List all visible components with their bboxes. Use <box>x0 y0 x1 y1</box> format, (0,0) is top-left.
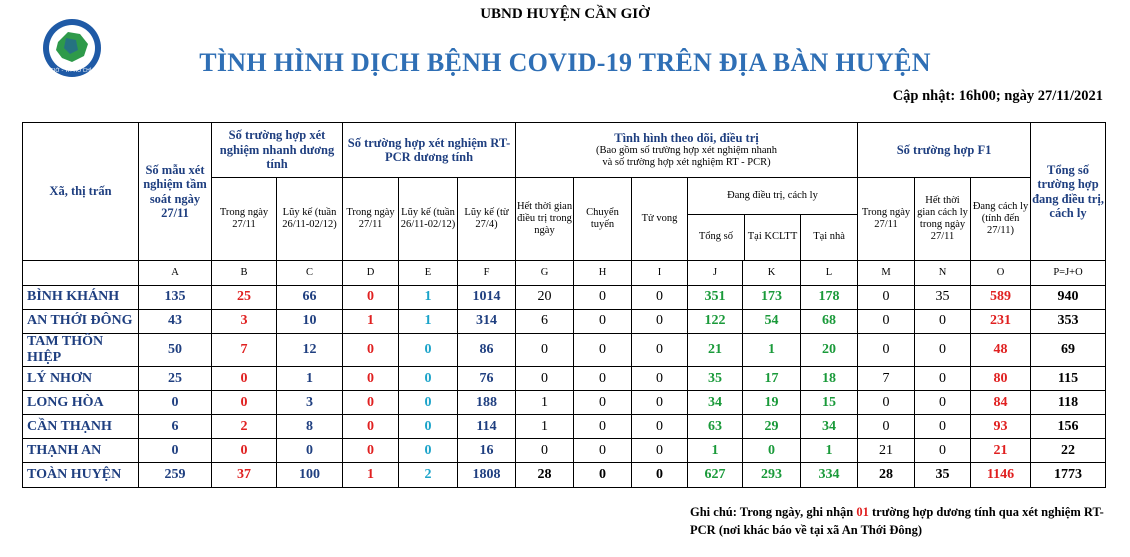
table-row <box>23 286 1106 310</box>
footnote-prefix: Ghi chú: Trong ngày, ghi nhận <box>690 505 857 519</box>
letter-cell: N <box>915 261 971 286</box>
table-cell: 76 <box>458 367 516 391</box>
table-cell: 84 <box>971 391 1031 415</box>
table-cell: 334 <box>801 463 858 488</box>
commune-name: LÝ NHƠN <box>23 367 139 391</box>
subheader-l: Tại nhà <box>813 231 845 243</box>
table-cell: 0 <box>574 415 632 439</box>
table-cell: 0 <box>212 391 277 415</box>
org-name: UBND HUYỆN CẦN GIỜ <box>480 6 650 22</box>
table-cell: 0 <box>915 334 971 367</box>
letter-cell: M <box>858 261 915 286</box>
table-cell: 353 <box>1031 310 1106 334</box>
table-cell: 2 <box>399 463 458 488</box>
header-samples: Số mẫu xét nghiệm tầm soát ngày 27/11 <box>139 123 212 261</box>
table-cell: 0 <box>212 367 277 391</box>
table-cell: 0 <box>858 415 915 439</box>
table-cell: 16 <box>458 439 516 463</box>
table-cell: 0 <box>632 415 688 439</box>
table-cell: 1808 <box>458 463 516 488</box>
table-cell: 34 <box>801 415 858 439</box>
letter-cell: A <box>139 261 212 286</box>
header-total-treating: Tổng số trường hợp đang điều trị, cách ly <box>1031 123 1106 261</box>
commune-name: CẦN THẠNH <box>23 415 139 439</box>
logo-text: CẦN GIỜ - TP. HỒ CHÍ MINH <box>37 68 107 74</box>
table-cell: 0 <box>632 334 688 367</box>
letter-cell: I <box>632 261 688 286</box>
table-cell: 1 <box>688 439 743 463</box>
table-row <box>23 439 1106 463</box>
table-cell: 80 <box>971 367 1031 391</box>
subheader-j: Tổng số <box>688 214 744 260</box>
table-cell: 0 <box>574 391 632 415</box>
letter-cell: D <box>343 261 399 286</box>
table-cell: 0 <box>516 439 574 463</box>
table-cell: 1146 <box>971 463 1031 488</box>
subheader-treating: Đang điều trị, cách ly <box>688 178 857 214</box>
table-cell: 0 <box>343 286 399 310</box>
table-cell: 68 <box>801 310 858 334</box>
table-cell: 0 <box>574 439 632 463</box>
subheader-f: Lũy kế (từ 27/4) <box>458 178 516 261</box>
table-cell: 0 <box>632 367 688 391</box>
subheader-h: Chuyển tuyến <box>574 178 632 261</box>
footnote-suffix: trường hợp dương tính qua xét nghiệm RT-PCR (nơi khác báo về tại xã An Thới Đông) <box>690 505 1104 538</box>
table-cell: 43 <box>139 310 212 334</box>
table-cell: 20 <box>516 286 574 310</box>
update-timestamp: Cập nhật: 16h00; ngày 27/11/2021 <box>892 88 1103 104</box>
table-cell: 54 <box>743 310 801 334</box>
header-rapid-test: Số trường hợp xét nghiệm nhanh dương tính <box>212 123 343 178</box>
table-cell: 37 <box>212 463 277 488</box>
table-cell: 314 <box>458 310 516 334</box>
table-cell: 156 <box>1031 415 1106 439</box>
table-cell: 15 <box>801 391 858 415</box>
table-cell: 0 <box>574 463 632 488</box>
table-cell: 0 <box>343 391 399 415</box>
commune-name: AN THỚI ĐÔNG <box>23 310 139 334</box>
table-cell: 0 <box>399 367 458 391</box>
letter-cell: H <box>574 261 632 286</box>
table-cell: 6 <box>139 415 212 439</box>
table-cell: 0 <box>574 367 632 391</box>
footnote <box>690 503 1110 539</box>
table-cell: 1 <box>399 286 458 310</box>
table-cell: 3 <box>212 310 277 334</box>
letter-cell: G <box>516 261 574 286</box>
table-cell: 940 <box>1031 286 1106 310</box>
table-cell: 66 <box>277 286 343 310</box>
table-cell: 19 <box>743 391 801 415</box>
table-cell: 1 <box>516 391 574 415</box>
table-cell: 0 <box>574 310 632 334</box>
table-cell: 0 <box>632 391 688 415</box>
table-cell: 627 <box>688 463 743 488</box>
table-cell: 21 <box>971 439 1031 463</box>
letter-cell: L <box>801 261 858 286</box>
table-cell: 173 <box>743 286 801 310</box>
table-cell: 20 <box>801 334 858 367</box>
table-cell: 3 <box>277 391 343 415</box>
monitoring-note-line1: (Bao gồm số trường hợp xét nghiệm nhanh <box>596 145 777 157</box>
table-cell: 0 <box>858 391 915 415</box>
letter-cell-empty <box>23 261 139 286</box>
table-cell: 25 <box>139 367 212 391</box>
table-cell: 100 <box>277 463 343 488</box>
commune-name: TAM THÔN HIỆP <box>23 334 139 367</box>
letter-cell: O <box>971 261 1031 286</box>
header-f1: Số trường hợp F1 <box>858 123 1031 178</box>
table-cell: 259 <box>139 463 212 488</box>
table-cell: 7 <box>212 334 277 367</box>
table-cell: 1773 <box>1031 463 1106 488</box>
table-cell: 21 <box>688 334 743 367</box>
commune-name: TOÀN HUYỆN <box>23 463 139 488</box>
table-cell: 0 <box>574 334 632 367</box>
table-cell: 0 <box>516 334 574 367</box>
table-cell: 28 <box>858 463 915 488</box>
table-cell: 0 <box>858 310 915 334</box>
page-title: TÌNH HÌNH DỊCH BỆNH COVID-19 TRÊN ĐỊA BÀN HUYỆN <box>199 48 931 77</box>
table-cell: 63 <box>688 415 743 439</box>
table-cell: 0 <box>743 439 801 463</box>
table-row <box>23 415 1106 439</box>
table-cell: 0 <box>632 463 688 488</box>
subheader-c: Lũy kế (tuần 26/11-02/12) <box>277 178 343 261</box>
table-cell: 0 <box>574 286 632 310</box>
table-cell: 1 <box>399 310 458 334</box>
table-cell: 1 <box>343 463 399 488</box>
table-cell: 0 <box>858 334 915 367</box>
table-cell: 1 <box>516 415 574 439</box>
table-cell: 118 <box>1031 391 1106 415</box>
table-cell: 0 <box>139 439 212 463</box>
letter-cell: B <box>212 261 277 286</box>
table-cell: 0 <box>399 439 458 463</box>
monitoring-title: Tình hình theo dõi, điều trị <box>614 130 759 145</box>
subheader-n: Hết thời gian cách ly trong ngày 27/11 <box>915 178 971 261</box>
subheader-g: Hết thời gian điều trị trong ngày <box>516 178 574 261</box>
table-cell: 589 <box>971 286 1031 310</box>
table-cell: 6 <box>516 310 574 334</box>
table-body <box>23 286 1106 488</box>
column-letter-row <box>23 261 1106 286</box>
table-cell: 1 <box>743 334 801 367</box>
commune-name: BÌNH KHÁNH <box>23 286 139 310</box>
footnote-count: 01 <box>856 505 869 519</box>
subheader-k: Tại KCLTT <box>744 214 800 260</box>
letter-cell: C <box>277 261 343 286</box>
table-cell: 86 <box>458 334 516 367</box>
table-cell: 0 <box>915 439 971 463</box>
table-cell: 0 <box>632 439 688 463</box>
table-cell: 22 <box>1031 439 1106 463</box>
table-cell: 115 <box>1031 367 1106 391</box>
table-cell: 0 <box>399 334 458 367</box>
table-cell: 34 <box>688 391 743 415</box>
table-cell: 35 <box>915 463 971 488</box>
table-cell: 0 <box>858 286 915 310</box>
table-cell: 28 <box>516 463 574 488</box>
table-cell: 0 <box>632 310 688 334</box>
table-cell: 35 <box>915 286 971 310</box>
letter-cell: P=J+O <box>1031 261 1106 286</box>
subheader-jkl <box>688 178 858 261</box>
table-cell: 35 <box>688 367 743 391</box>
table-cell: 0 <box>343 334 399 367</box>
table-cell: 48 <box>971 334 1031 367</box>
table-cell: 135 <box>139 286 212 310</box>
commune-name: THẠNH AN <box>23 439 139 463</box>
table-cell: 17 <box>743 367 801 391</box>
table-cell: 0 <box>212 439 277 463</box>
table-cell: 0 <box>139 391 212 415</box>
table-cell: 0 <box>399 391 458 415</box>
table-cell: 69 <box>1031 334 1106 367</box>
table-cell: 0 <box>915 367 971 391</box>
table-row <box>23 310 1106 334</box>
table-cell: 178 <box>801 286 858 310</box>
table-cell: 0 <box>632 286 688 310</box>
table-cell: 0 <box>915 415 971 439</box>
table-cell: 351 <box>688 286 743 310</box>
table-cell: 0 <box>277 439 343 463</box>
table-cell: 0 <box>399 415 458 439</box>
table-cell: 93 <box>971 415 1031 439</box>
letter-cell: E <box>399 261 458 286</box>
table-cell: 0 <box>915 391 971 415</box>
table-cell: 0 <box>343 439 399 463</box>
table-cell: 2 <box>212 415 277 439</box>
table-cell: 25 <box>212 286 277 310</box>
table-cell: 0 <box>915 310 971 334</box>
table-row <box>23 334 1106 367</box>
table-cell: 1 <box>277 367 343 391</box>
subheader-d: Trong ngày 27/11 <box>343 178 399 261</box>
table-cell: 0 <box>343 367 399 391</box>
letter-cell: J <box>688 261 743 286</box>
subheader-b: Trong ngày 27/11 <box>212 178 277 261</box>
header-pcr-test: Số trường hợp xét nghiệm RT-PCR dương tính <box>343 123 516 178</box>
covid-status-table <box>22 122 1106 488</box>
table-cell: 122 <box>688 310 743 334</box>
table-cell: 12 <box>277 334 343 367</box>
letter-cell: K <box>743 261 801 286</box>
table-row <box>23 391 1106 415</box>
letter-cell: F <box>458 261 516 286</box>
table-cell: 0 <box>343 415 399 439</box>
table-cell: 188 <box>458 391 516 415</box>
monitoring-note-line2: và số trường hợp xét nghiệm RT - PCR) <box>602 157 771 169</box>
subheader-m: Trong ngày 27/11 <box>858 178 915 261</box>
table-cell: 0 <box>516 367 574 391</box>
commune-name: LONG HÒA <box>23 391 139 415</box>
table-cell: 114 <box>458 415 516 439</box>
table-cell: 21 <box>858 439 915 463</box>
subheader-o: Đang cách ly (tính đến 27/11) <box>971 178 1031 261</box>
table-cell: 10 <box>277 310 343 334</box>
subheader-i: Tử vong <box>632 178 688 261</box>
table-cell: 1 <box>801 439 858 463</box>
table-cell: 1014 <box>458 286 516 310</box>
table-cell: 29 <box>743 415 801 439</box>
table-cell: 18 <box>801 367 858 391</box>
table-cell: 8 <box>277 415 343 439</box>
table-total-row <box>23 463 1106 488</box>
table-cell: 7 <box>858 367 915 391</box>
table-cell: 1 <box>343 310 399 334</box>
table-row <box>23 367 1106 391</box>
table-cell: 231 <box>971 310 1031 334</box>
table-cell: 293 <box>743 463 801 488</box>
subheader-e: Lũy kế (tuần 26/11-02/12) <box>399 178 458 261</box>
header-commune: Xã, thị trấn <box>23 123 139 261</box>
table-cell: 50 <box>139 334 212 367</box>
header-monitoring <box>516 123 858 178</box>
